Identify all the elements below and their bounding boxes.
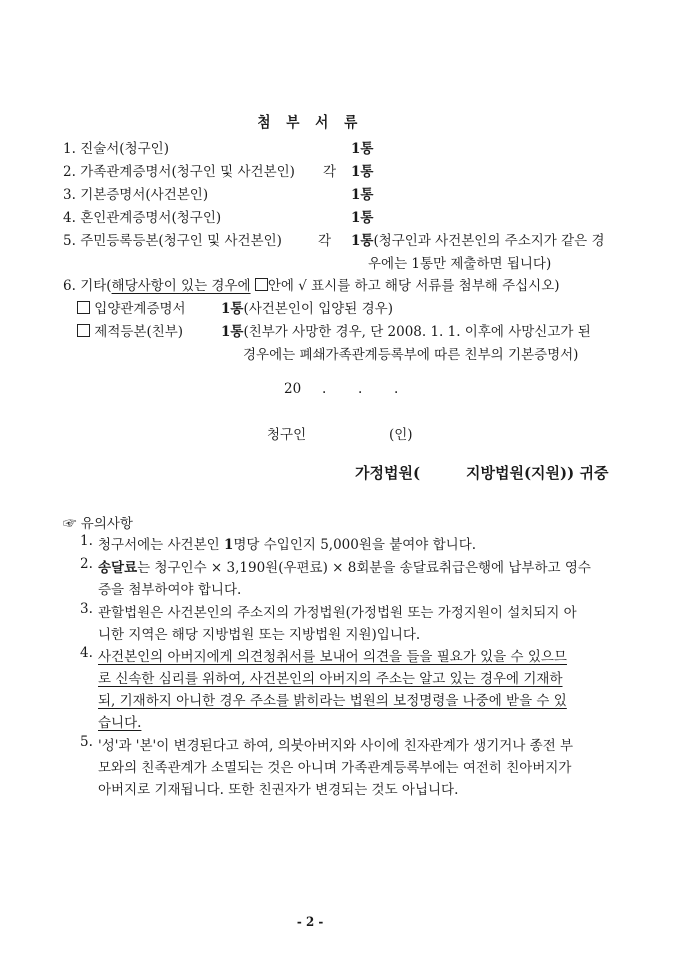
list-item [63, 206, 221, 226]
checkbox-note: 1통(사건본인이 입양된 경우) [221, 301, 393, 317]
item-qty: 1통 [351, 187, 374, 203]
item-qty: 1통 [351, 164, 374, 180]
court-district: 지방법원(지원)) 귀중 [466, 464, 609, 482]
note-line: 청구서에는 사건본인 1명당 수입인지 5,000원을 붙여야 합니다. [98, 537, 477, 553]
item-qty-prefix: 각 [323, 164, 337, 180]
checkbox-label: 제적등본(친부) [94, 324, 184, 340]
item-other: 6. 기타(해당사항이 있는 경우에 안에 √ 표시를 하고 해당 서류를 첨부해 주십시오) [63, 278, 560, 294]
note-number: 5. [80, 734, 93, 750]
page-title: 첨 부 서 류 [257, 113, 363, 131]
list-item [63, 160, 295, 180]
date-year: 20 [284, 381, 302, 397]
pointing-hand-icon: ☞ [63, 516, 77, 532]
note-number: 4. [80, 645, 93, 661]
checkbox[interactable] [77, 324, 90, 337]
note-line: 습니다. [98, 715, 142, 731]
checkbox-note: 1통(친부가 사망한 경우, 단 2008. 1. 1. 이후에 사망신고가 된 [221, 324, 591, 340]
list-item [63, 183, 208, 203]
item-number: 5. [63, 233, 76, 249]
date-dot: . [394, 381, 399, 397]
item-qty: 1통 [351, 210, 374, 226]
date-dot: . [358, 381, 363, 397]
item-text: 기본증명서(사건본인) [80, 187, 209, 203]
page-number: - 2 - [296, 915, 324, 930]
note-number: 1. [80, 533, 93, 549]
item-qty-prefix: 각 [318, 233, 332, 249]
item-other-underlined: 해당사항이 있는 경우에 [111, 278, 251, 294]
date-dot: . [322, 381, 327, 397]
checkbox[interactable] [77, 301, 90, 314]
note-line: 로 신속한 심리를 위하여, 사건본인의 아버지의 주소는 알고 있는 경우에 기재하 [98, 671, 563, 687]
note-number: 2. [80, 556, 93, 572]
note-line: 송달료는 청구인수 × 3,190원(우편료) × 8회분을 송달료취급은행에 납부하고 영수 [98, 560, 591, 576]
note-line: 니한 지역은 해당 지방법원 또는 지방법원 지원)입니다. [98, 627, 421, 643]
item-number: 3. [63, 187, 76, 203]
note-line: 관할법원은 사건본인의 주소지의 가정법원(가정법원 또는 가정지원이 설치되지 아 [98, 605, 577, 621]
item-qty-note: 1통(청구인과 사건본인의 주소지가 같은 경 [351, 233, 605, 249]
note-line: 되, 기재하지 아니한 경우 주소를 밝히라는 법원의 보정명령을 나중에 받을 수 있 [98, 693, 567, 709]
signature-label: 청구인 [267, 427, 307, 443]
checkbox-row [77, 297, 186, 317]
item-qty: 1통 [351, 141, 374, 157]
checkbox-note-cont: 경우에는 폐쇄가족관계등록부에 따른 친부의 기본증명서) [243, 347, 579, 363]
item-number: 4. [63, 210, 76, 226]
note-line: 아버지로 기재됩니다. 또한 친권자가 변경되는 것도 아닙니다. [98, 782, 459, 798]
checkbox-row [77, 320, 183, 340]
note-line: 증을 첨부하여야 합니다. [98, 582, 242, 598]
item-text: 가족관계증명서(청구인 및 사건본인) [80, 164, 295, 180]
list-item [63, 229, 282, 249]
seal-mark: (인) [389, 427, 413, 443]
note-number: 3. [80, 601, 93, 617]
note-line: '성'과 '본'이 변경된다고 하여, 의붓아버지와 사이에 친자관계가 생기거나 종전 부 [98, 738, 574, 754]
note-line: 모와의 친족관계가 소멸되는 것은 아니며 가족관계등록부에는 여전히 친아버지가 [98, 760, 572, 776]
list-item [63, 137, 169, 157]
item-number: 1. [63, 141, 76, 157]
item-text: 진술서(청구인) [80, 141, 169, 157]
item-number: 2. [63, 164, 76, 180]
checkbox-icon [255, 278, 268, 291]
item-text: 혼인관계증명서(청구인) [80, 210, 222, 226]
checkbox-label: 입양관계증명서 [94, 301, 186, 317]
item-text: 주민등록등본(청구인 및 사건본인) [80, 233, 282, 249]
court-family: 가정법원( [355, 464, 421, 482]
note-line: 사건본인의 아버지에게 의견청취서를 보내어 의견을 들을 필요가 있을 수 있으므 [98, 649, 567, 665]
item-qty-note-cont: 우에는 1통만 제출하면 됩니다) [368, 256, 552, 272]
notes-header: ☞ 유의사항 [63, 516, 133, 532]
